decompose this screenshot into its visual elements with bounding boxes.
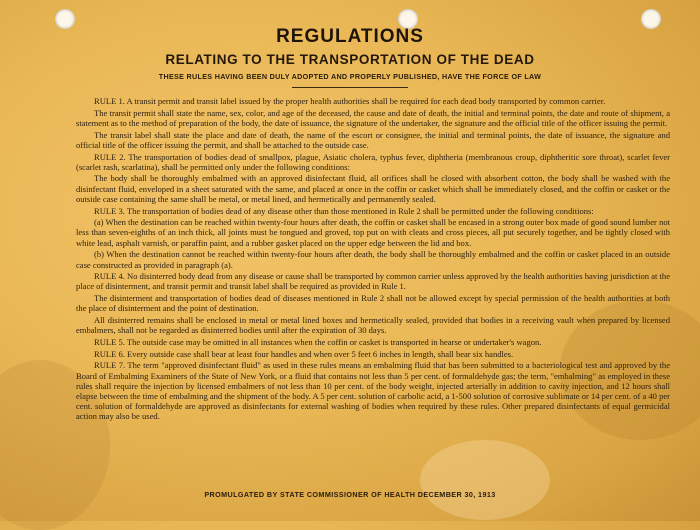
paragraph: RULE 7. The term "approved disinfectant fluid" as used in these rules means an embalming fluid that has been submitted to a bacteriological test and approved by the Board of Embalming Examiners of the State of New York, or a fluid that contains not less than 5 per cent. of formaldehyde gas; the term, "embalming" as employed in these rules shall require the injection by licensed embalmers of not less than 10 per cent. of the body weight, injected arterially in addition to cavity injection, and 12 hours shall elapse between the time of embalming and the shipment of the body. A 5 per cent. solution of carbolic acid, a 1-500 solution of corrosive sublimate or 14 per cent. of a 40 per cent. solution of formaldehyde are approved as disinfectants for external washing of bodies when required by these rules. Other prepared disinfectants of equal germicidal action may also be used. [76, 360, 670, 422]
document-title: REGULATIONS [276, 26, 424, 47]
document-subtitle: THESE RULES HAVING BEEN DULY ADOPTED AND PROPERLY PUBLISHED, HAVE THE FORCE OF LAW [158, 72, 542, 81]
paragraph: RULE 1. A transit permit and transit label issued by the proper health authorities shall be required for each dead body transported by common carrier. [94, 96, 606, 106]
paragraph: The body shall be thoroughly embalmed with an approved disinfectant fluid, all orifices shall be closed with absorbent cotton, the body shall be washed with the disinfectant fluid, enveloped in a sheet saturated with the same, and placed at once in the coffin or casket which shall be immediately closed, and the coffin or casket or the outside case containing the same shall be metal, or metal lined, and hermetically and permanently sealed. [76, 173, 670, 204]
paragraph: All disinterred remains shall be enclosed in metal or metal lined boxes and hermetically sealed, provided that bodies in a receiving vault when prepared by licensed embalmers, shall not be regarded as disinterred bodies until after the expiration of 30 days. [76, 315, 670, 336]
paragraph: The disinterment and transportation of bodies dead of diseases mentioned in Rule 2 shall not be allowed except by special permission of the health authorities at both the place of disinterment and the point of destination. [76, 293, 670, 314]
divider [292, 87, 408, 88]
paragraph: RULE 6. Every outside case shall bear at least four handles and when over 5 feet 6 inches in length, shall bear six handles. [94, 348, 514, 359]
paragraph: RULE 2. The transportation of bodies dead of smallpox, plague, Asiatic cholera, typhus fever, diphtheria (membranous croup, diphtheritic sore throat), scarlet fever (scarlet rash, scarlatina), shall be permitted only under the following conditions: [76, 151, 670, 172]
document-footer: PROMULGATED BY STATE COMMISSIONER OF HEALTH DECEMBER 30, 1913 [204, 490, 496, 499]
document-heading: RELATING TO THE TRANSPORTATION OF THE DEAD [165, 52, 535, 67]
paragraph: The transit label shall state the place and date of death, the name of the escort or consignee, the initial and terminal points, the date of issuance, the signature and official title of the officer issuing the permit, and shall be attached to the outside case. [76, 129, 670, 150]
paragraph: RULE 5. The outside case may be omitted in all instances when the coffin or casket is transported in hearse or undertaker's wagon. [94, 336, 542, 347]
document-body [76, 96, 670, 423]
paragraph: The transit permit shall state the name, sex, color, and age of the deceased, the cause and date of death, the initial and terminal points, the date and route of shipment, a statement as to the method of preparation of the body, the date of issuance, the signature of the undertaker, the signature and the official title of the officer issuing the permit. [76, 107, 670, 128]
paragraph: (b) When the destination cannot be reached within twenty-four hours after death, the body shall be thoroughly embalmed and the coffin or casket placed in an outside case constructed as provided in paragraph (a). [76, 249, 670, 270]
paragraph: (a) When the destination can be reached within twenty-four hours after death, the coffin or casket shall be encased in a strong outer box made of good sound lumber not less than seven-eighths of an inch thick, all joints must be tongued and groved, top put on with cleats and cross pieces, all put securely together, and be tightly closed with white lead, asphalt varnish, or paraffin paint, and a rubber gasket placed on the upper edge between the lid and box. [76, 217, 670, 248]
paragraph: RULE 3. The transportation of bodies dead of any disease other than those mentioned in Rule 2 shall be permitted under the following conditions: [94, 205, 594, 216]
paragraph: RULE 4. No disinterred body dead from any disease or cause shall be transported by common carrier unless approved by the health authorities having jurisdiction at the place of disinterment, and transit permit and transit label shall be required as provided in Rule 1. [76, 271, 670, 292]
